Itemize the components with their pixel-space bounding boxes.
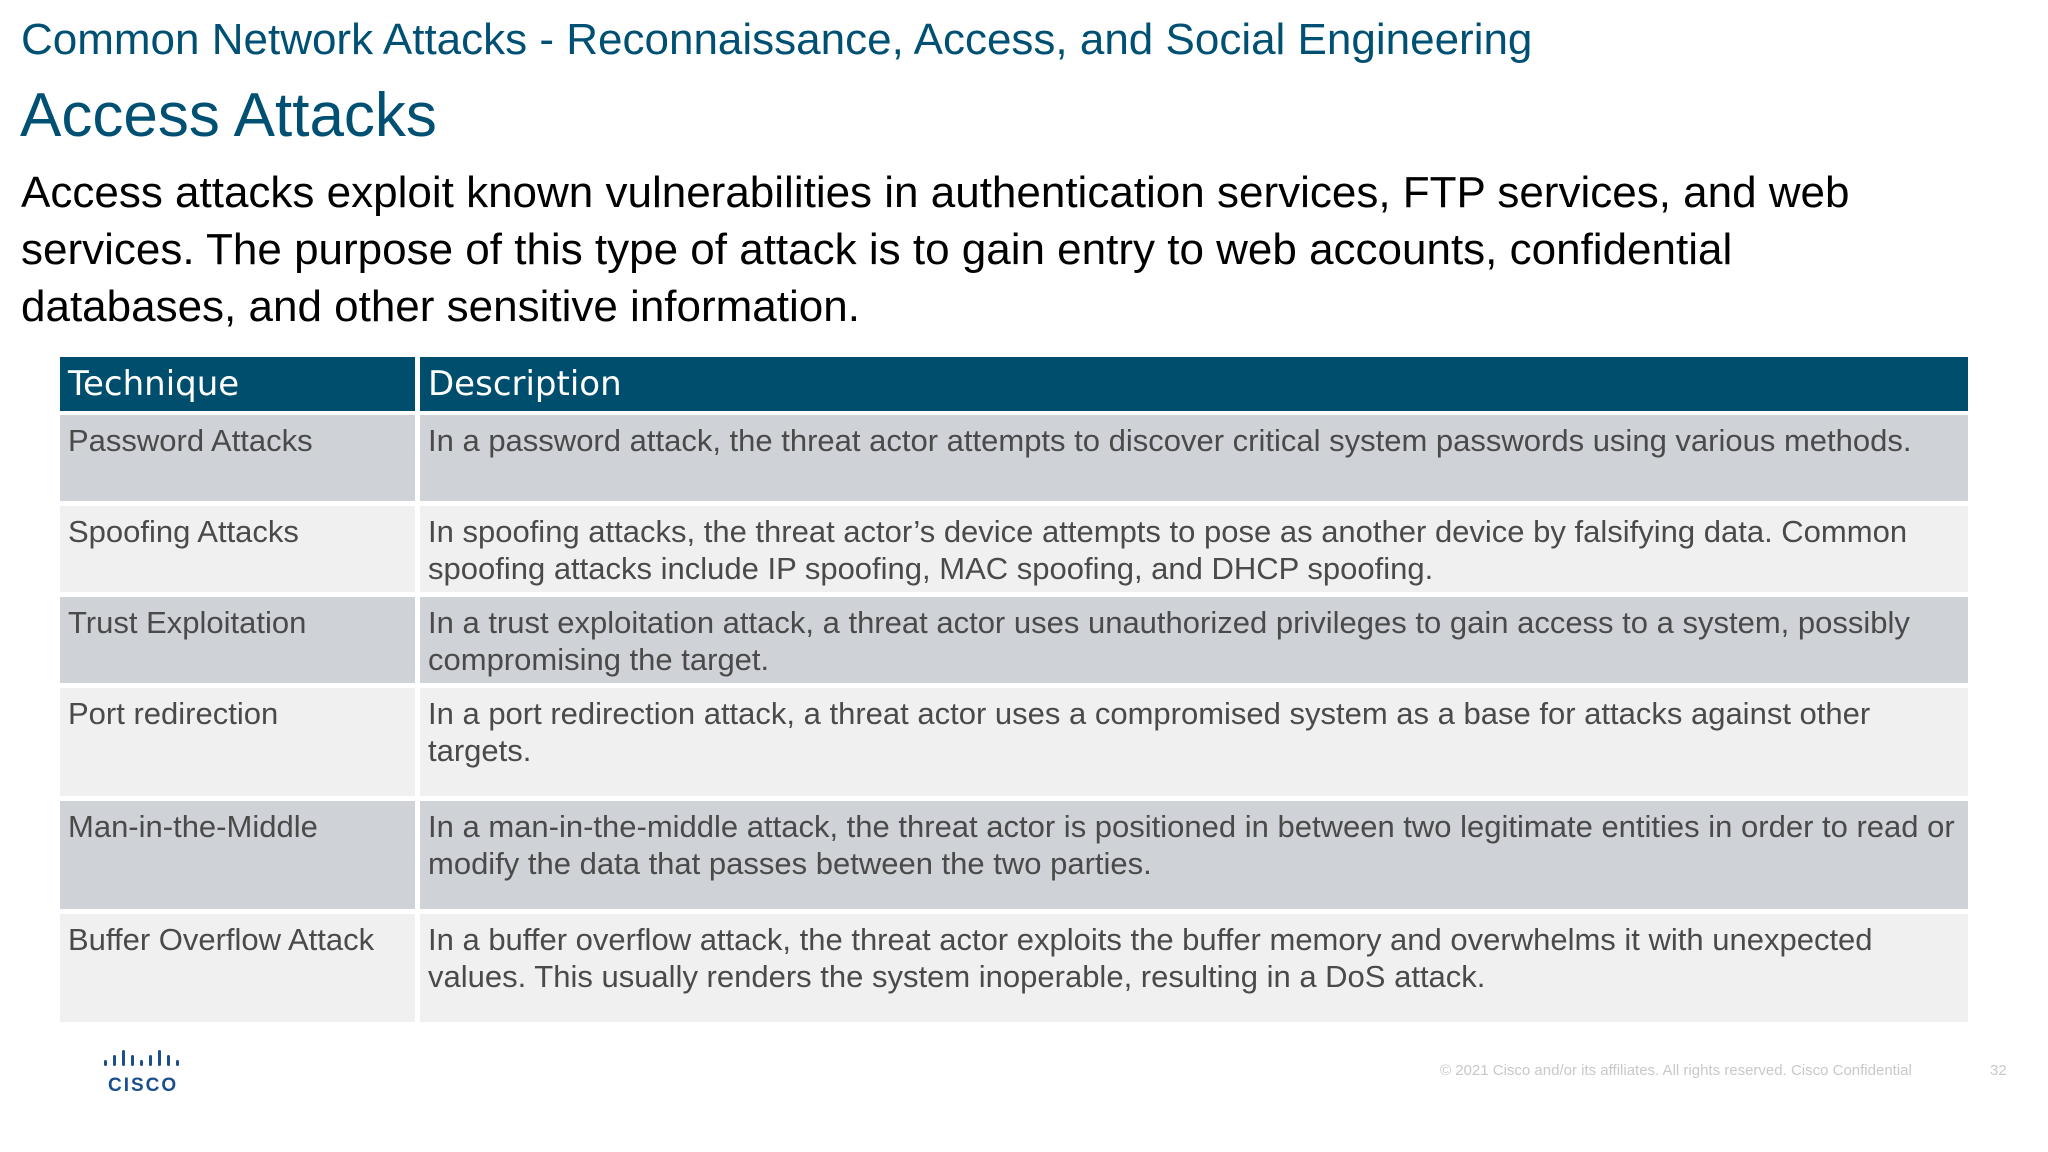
description-cell: In a man-in-the-middle attack, the threat actor is positioned in between two legitimate entities in order to read or modify the data that passes between the two parties. <box>420 801 1968 914</box>
page-number: 32 <box>1990 1062 2007 1079</box>
column-header-description: Description <box>420 357 1968 415</box>
description-cell: In a buffer overflow attack, the threat actor exploits the buffer memory and overwhelms it with unexpected values. This usually renders the system inoperable, resulting in a DoS attack. <box>420 914 1968 1027</box>
technique-cell: Buffer Overflow Attack <box>60 914 420 1027</box>
technique-cell: Port redirection <box>60 688 420 801</box>
table-header-row <box>60 357 1968 415</box>
description-cell: In a trust exploitation attack, a threat actor uses unauthorized privileges to gain access to a system, possibly compromising the target. <box>420 597 1968 688</box>
logo-wordmark: CISCO <box>108 1075 179 1096</box>
slide-title: Access Attacks <box>20 81 437 150</box>
description-cell: In spoofing attacks, the threat actor’s device attempts to pose as another device by falsifying data. Common spoofing attacks include IP spoofing, MAC spoofing, and DHCP spoofing. <box>420 506 1968 597</box>
table-row <box>60 688 1968 801</box>
cisco-logo <box>102 1050 192 1094</box>
description-cell: In a port redirection attack, a threat actor uses a compromised system as a base for attacks against other targets. <box>420 688 1968 801</box>
technique-cell: Man-in-the-Middle <box>60 801 420 914</box>
copyright-notice: © 2021 Cisco and/or its affiliates. All rights reserved. Cisco Confidential <box>1440 1062 1912 1079</box>
table-row <box>60 914 1968 1027</box>
attacks-table <box>60 357 1968 1027</box>
table-row <box>60 506 1968 597</box>
column-header-technique: Technique <box>60 357 420 415</box>
technique-cell: Trust Exploitation <box>60 597 420 688</box>
table-row <box>60 415 1968 506</box>
technique-cell: Password Attacks <box>60 415 420 506</box>
slide-subtitle: Common Network Attacks - Reconnaissance, Access, and Social Engineering <box>21 15 1533 64</box>
technique-cell: Spoofing Attacks <box>60 506 420 597</box>
table-row <box>60 801 1968 914</box>
intro-paragraph: Access attacks exploit known vulnerabilities in authentication services, FTP services, and web services. The purpose of this type of attack is to gain entry to web accounts, confidential databases, and other sensitive information. <box>21 168 1850 331</box>
description-cell: In a password attack, the threat actor attempts to discover critical system passwords using various methods. <box>420 415 1968 506</box>
cisco-bridge-icon <box>102 1050 192 1074</box>
table-row <box>60 597 1968 688</box>
